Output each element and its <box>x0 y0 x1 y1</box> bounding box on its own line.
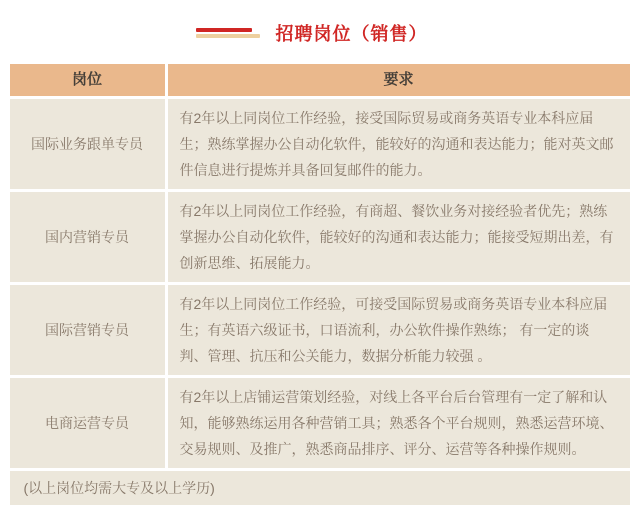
table-row-requirement: 有2年以上同岗位工作经验，接受国际贸易或商务英语专业本科应届生；熟练掌握办公自动化软件，能较好的沟通和表达能力；能对英文邮件信息进行提炼并具备回复邮件的能力。 <box>168 99 630 189</box>
page-title-bar <box>0 18 639 48</box>
table-row-requirement: 有2年以上同岗位工作经验，可接受国际贸易或商务英语专业本科应届生；有英语六级证书，口语流利，办公软件操作熟练； 有一定的谈判、管理、抗压和公关能力，数据分析能力较强 。 <box>168 285 630 375</box>
table-row-requirement: 有2年以上店铺运营策划经验，对线上各平台后台管理有一定了解和认知，能够熟练运用各种营销工具；熟悉各个平台规则，熟悉运营环境、交易规则、及推广，熟悉商品排序、评分、运营等各种操作规则。 <box>168 378 630 468</box>
table-row-position: 电商运营专员 <box>10 378 165 468</box>
table-row-requirement: 有2年以上同岗位工作经验，有商超、餐饮业务对接经验者优先；熟练掌握办公自动化软件，能较好的沟通和表达能力；能接受短期出差，有创新思维、拓展能力。 <box>168 192 630 282</box>
red-line-decor <box>196 28 252 32</box>
page-title: 招聘岗位（销售） <box>275 24 428 44</box>
title-left-decor-lines <box>196 28 260 38</box>
tan-line-decor <box>196 34 260 38</box>
jobs-table <box>10 64 630 505</box>
table-footer-note: (以上岗位均需大专及以上学历) <box>10 471 630 505</box>
table-row-position: 国际营销专员 <box>10 285 165 375</box>
table-row-position: 国际业务跟单专员 <box>10 99 165 189</box>
column-header-requirement: 要求 <box>168 64 630 96</box>
column-header-position: 岗位 <box>10 64 165 96</box>
table-row-position: 国内营销专员 <box>10 192 165 282</box>
